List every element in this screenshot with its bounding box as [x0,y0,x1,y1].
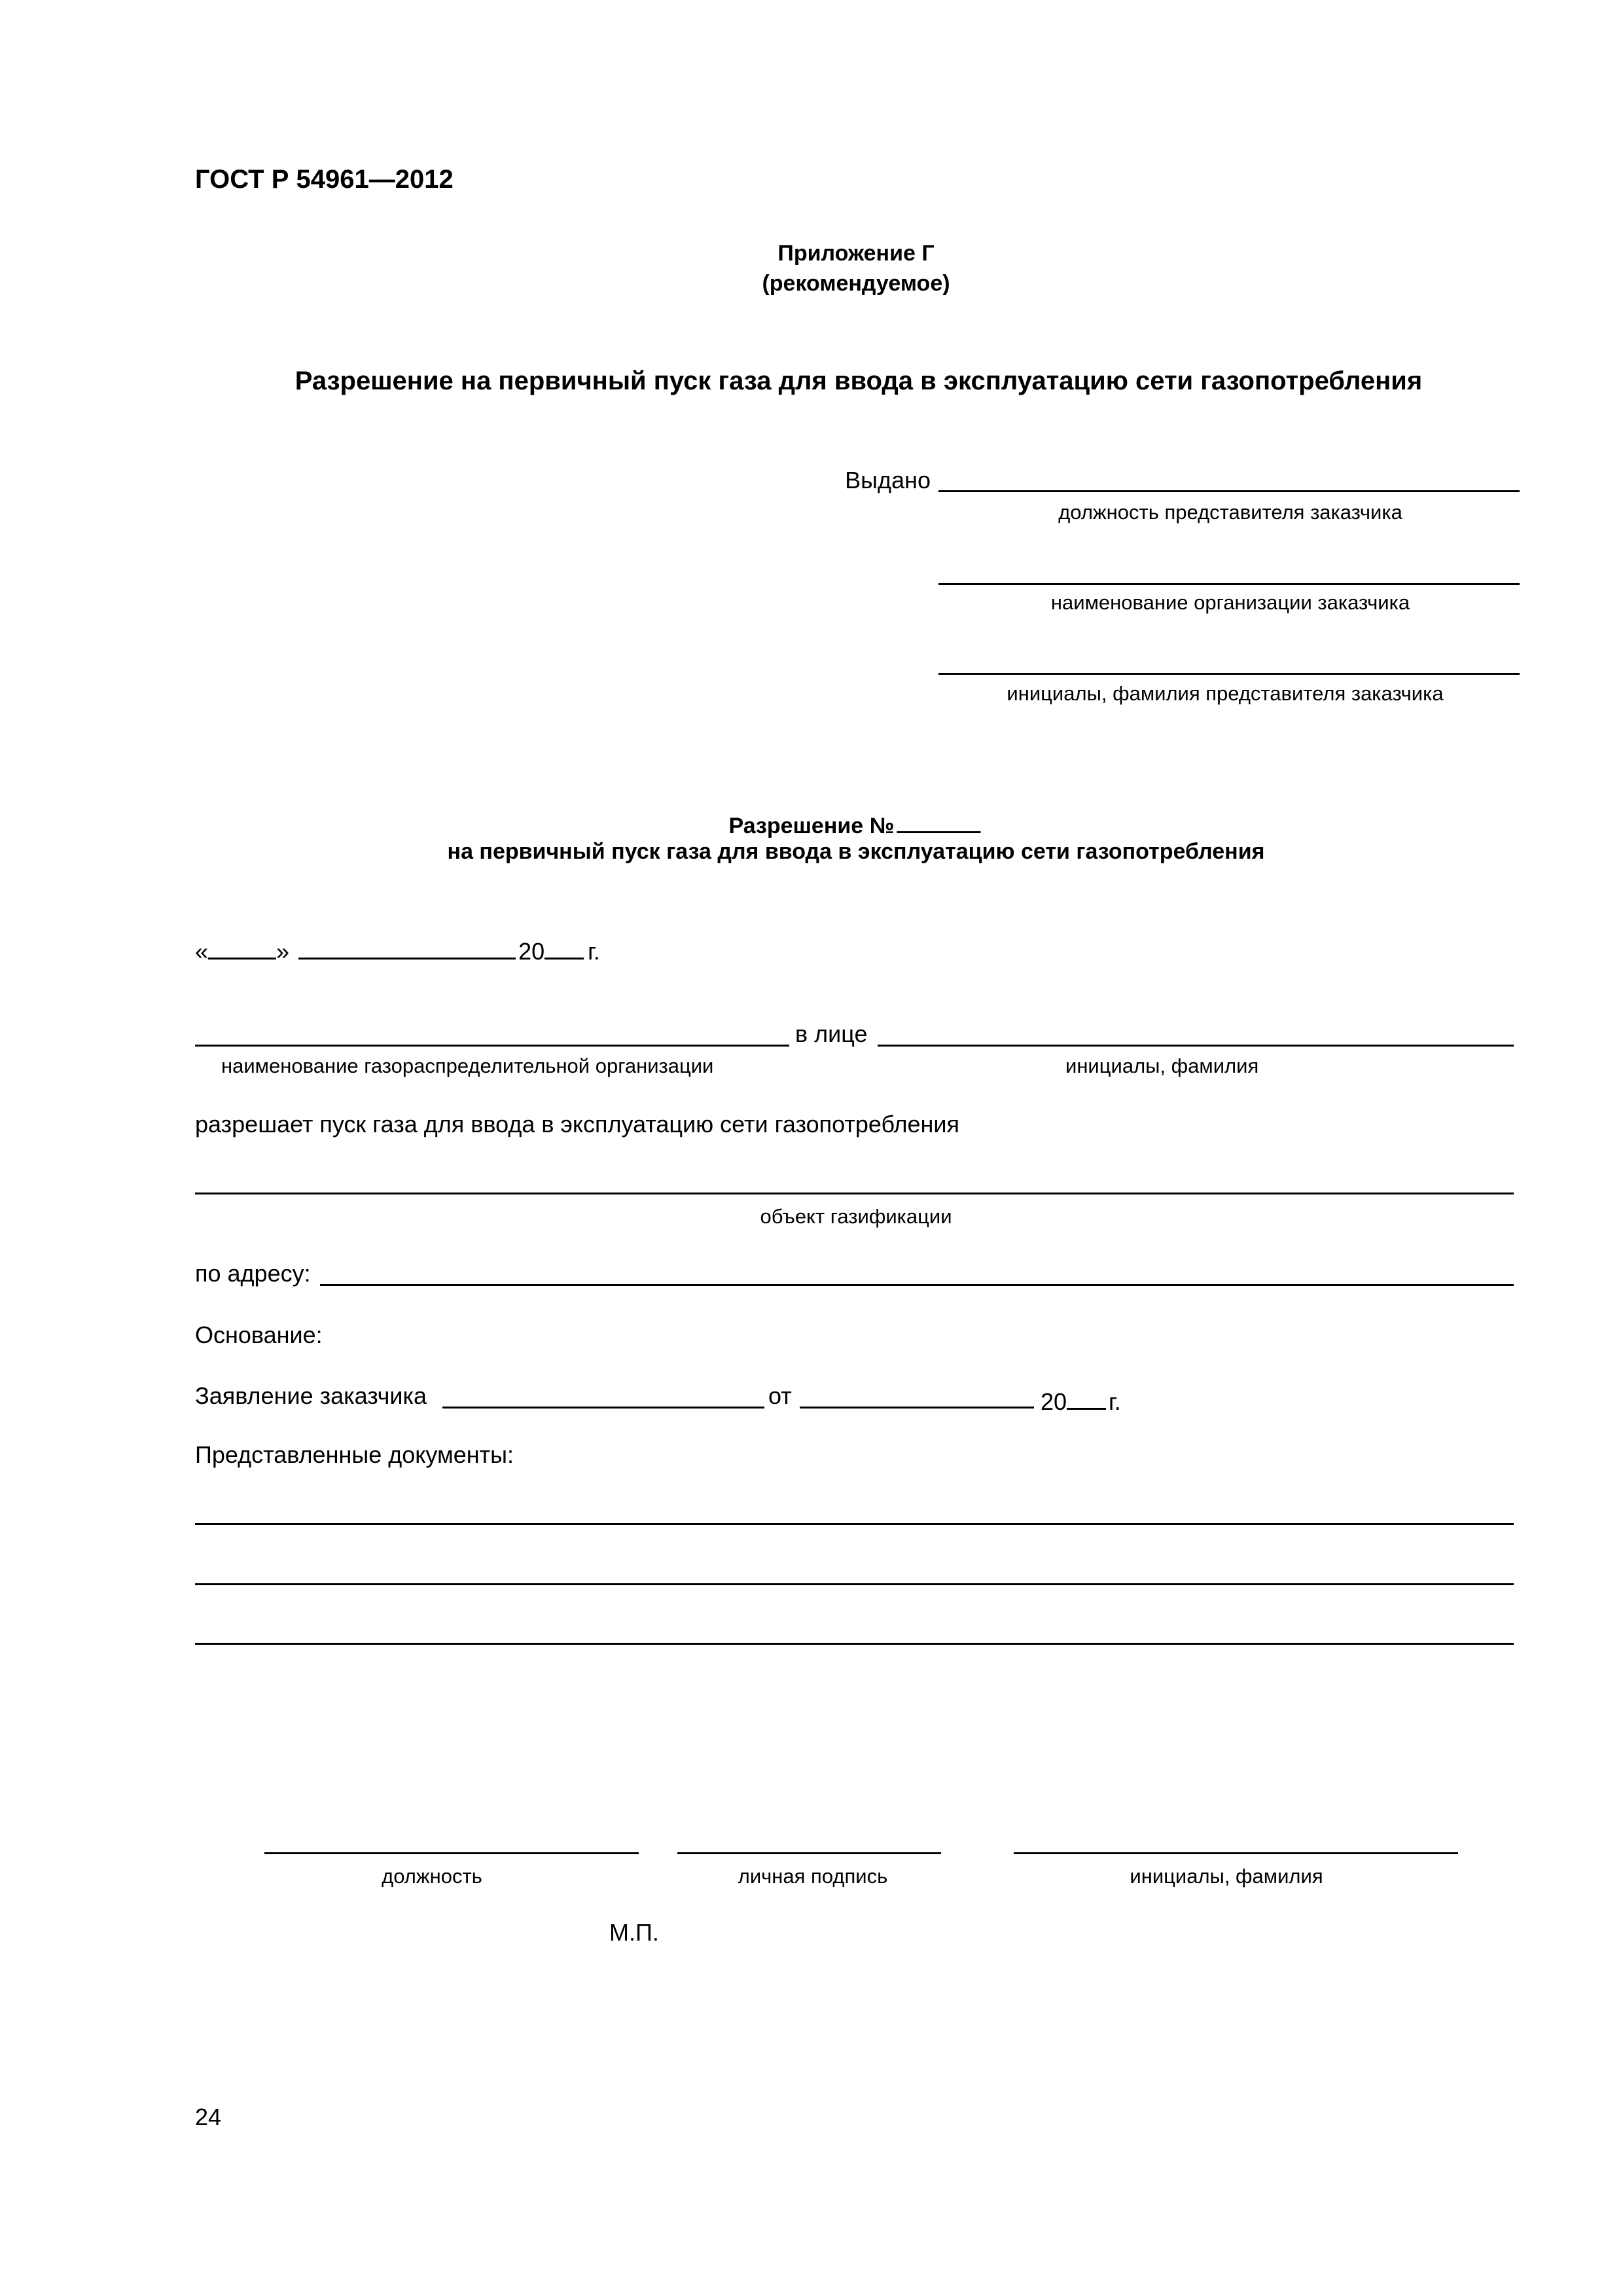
address-field[interactable] [320,1284,1514,1286]
signature-name-field[interactable] [1014,1852,1458,1854]
signature-position-caption: должность [382,1865,482,1888]
issued-organization-field[interactable] [938,583,1520,585]
permit-number-label: Разрешение № [728,814,895,838]
person-name-caption: инициалы, фамилия [1065,1054,1259,1077]
month-field[interactable] [298,934,516,960]
signature-field[interactable] [677,1852,941,1854]
application-year-field[interactable] [1067,1384,1106,1410]
documents-line-1[interactable] [195,1523,1514,1525]
issued-position-caption: должность представителя заказчика [1058,501,1402,524]
gasification-object-field[interactable] [195,1193,1514,1194]
appendix-title: Приложение Г [777,241,935,266]
documents-line-2[interactable] [195,1583,1514,1585]
application-year: 20 г. [1041,1384,1121,1414]
permits-text: разрешает пуск газа для ввода в эксплуатацию сети газопотребления [195,1111,960,1138]
issued-label: Выдано [845,467,931,493]
issued-name-caption: инициалы, фамилия представителя заказчика [1007,682,1444,705]
gasification-object-caption: объект газификации [760,1205,952,1228]
basis-label: Основание: [195,1321,323,1348]
application-number-field[interactable] [442,1407,764,1408]
application-label: Заявление заказчика [195,1382,427,1409]
in-person-label: в лице [795,1020,868,1047]
issued-organization-caption: наименование организации заказчика [1050,591,1410,614]
from-label: от [768,1382,792,1409]
appendix-status: (рекомендуемое) [762,271,950,296]
gas-org-caption: наименование газораспределительной организации [221,1054,714,1077]
signature-name-caption: инициалы, фамилия [1130,1865,1323,1888]
documents-line-3[interactable] [195,1643,1514,1645]
page-number: 24 [195,2104,222,2130]
year-field[interactable] [544,934,584,960]
issued-name-field[interactable] [938,673,1520,675]
issued-position-field[interactable] [938,490,1520,492]
standard-header: ГОСТ Р 54961—2012 [195,165,454,194]
permit-subtitle: на первичный пуск газа для ввода в эксплуатацию сети газопотребления [447,839,1265,864]
signature-caption: личная подпись [738,1865,888,1888]
application-date-field[interactable] [800,1407,1034,1408]
main-title: Разрешение на первичный пуск газа для ввода в эксплуатацию сети газопотребления [294,367,1423,395]
signature-position-field[interactable] [264,1852,639,1854]
gas-org-field[interactable] [195,1045,789,1047]
address-label: по адресу: [195,1260,311,1287]
person-name-field[interactable] [878,1045,1514,1047]
day-field[interactable] [208,934,276,960]
permit-date: « » 20 г. [195,934,600,963]
stamp-placeholder: М.П. [609,1919,659,1946]
documents-label: Представленные документы: [195,1441,514,1468]
permit-number-heading [728,809,983,837]
permit-number-field[interactable] [897,809,981,833]
